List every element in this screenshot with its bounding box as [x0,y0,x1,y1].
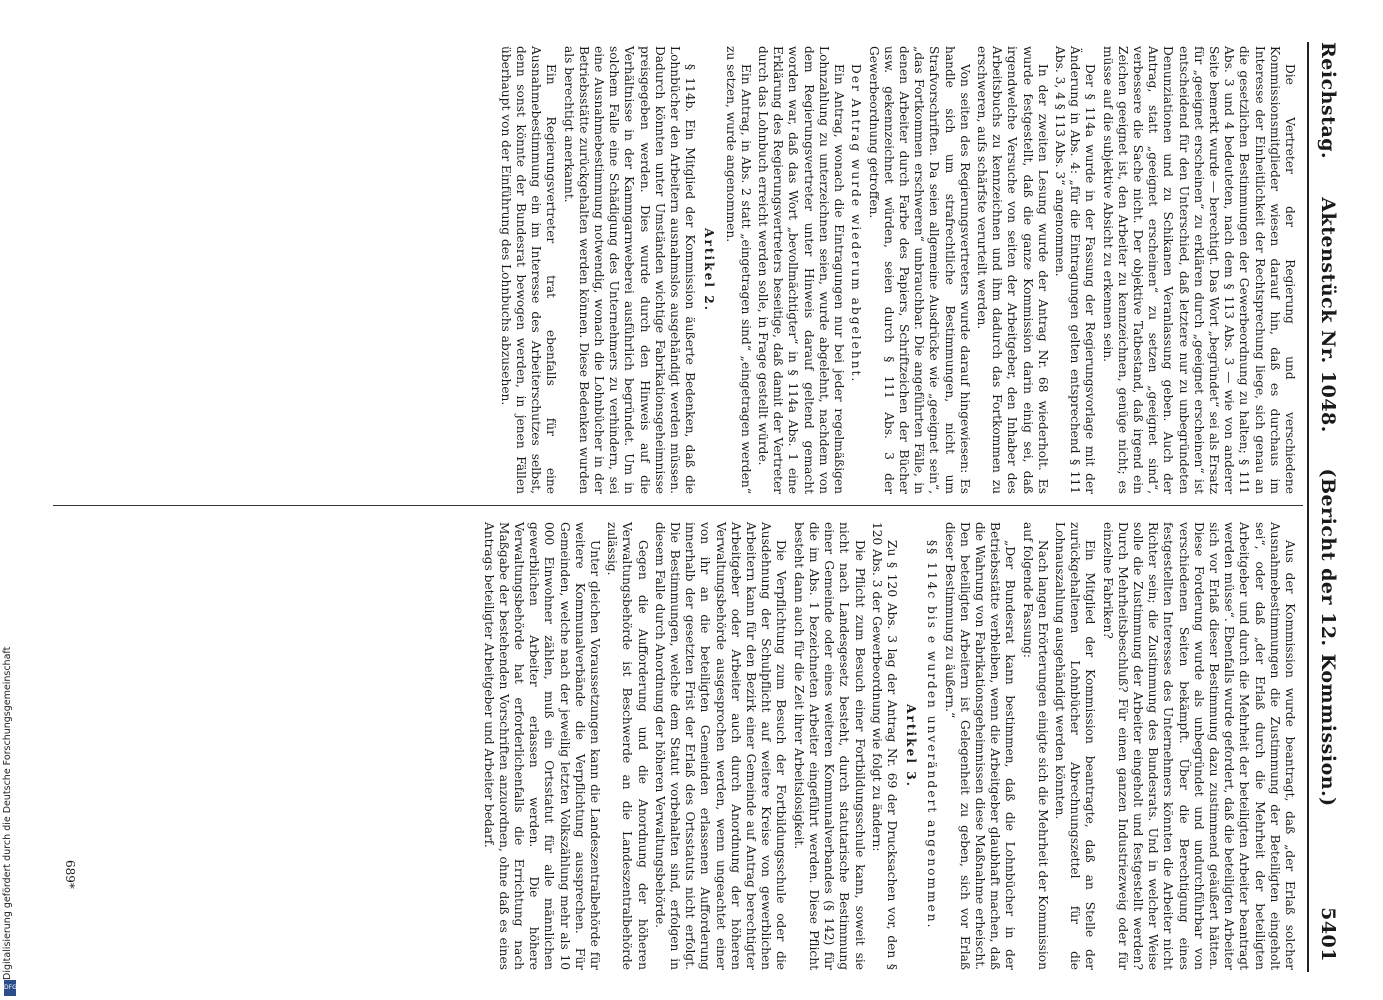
header-center-title: Aktenstück Nr. 1048. [1317,197,1339,433]
header-left-title: Reichstag. [1317,42,1339,160]
paragraph: Der Antrag wurde wiederum abgelehnt. [849,64,864,384]
digitization-credit: Digitalisierung gefördert durch die Deutsche Forschungsgemeinschaft [2,646,13,980]
paragraph: Die Pflicht zum Besuch einer Fortbildungsschule kann, soweit sie nicht nach Landesgesetz besteht, durch statutarische Bestimmung einer Gemeinde oder eines weiteren Kommunalverbandes (§ 142) für die im Abs. 1 bezeichneten Arbeiter eingeführt werden. Diese Pflicht besteht dann auch für die Zeit ihrer Arbeitslosigkeit. [791,522,867,970]
paragraph: Die Verpflichtung zum Besuch der Fortbildungsschule oder die Ausdehnung der Schulpflicht auf weitere Kreise von gewerblichen Arbeitern kann für den Bezirk einer Gemeinde auf Antrag berechtigter Arbeitgeber oder Arbeiter auch durch Anordnung der höheren Verwaltungsbehörde ausgesprochen werden, wenn ungeachtet einer von ihr an die beteiligten Gemeinden erlassenen Aufforderung innerhalb der gesetzten Frist der Erlaß des Ortsstatuts nicht erfolgt. Die Bestimmungen, welche dem Statut vorbehalten sind, erfolgen in diesem Falle durch Anordnung der höheren Verwaltungsbehörde. [652,522,789,970]
paragraph: Zu § 120 Abs. 3 lag der Antrag Nr. 69 der Drucksachen vor, den § 120 Abs. 3 der Gewerbeordnung wie folgt zu ändern: [869,522,899,970]
page-footer-mark: 689* [63,860,77,889]
paragraph: Ein Mitglied der Kommission beantragte, daß an Stelle der zurückgehaltenen Lohnbücher Abrechnungszettel für die Lohnauszahlung ausgehändigt werden könnten. [1052,522,1098,970]
paragraph: „Der Bundesrat kann bestimmen, daß die Lohnbücher in der Betriebsstätte verbleiben, wenn die Arbeitgeber glaubhaft machen, daß die Wahrung von Fabrikationsgeheimnissen diese Maßnahme erheischt. Den beteiligten Arbeitern ist Gelegenheit zu geben, sich vor Erlaß dieser Bestimmung zu äußern.“ [942,522,1018,970]
paragraph: Ein Regierungsvertreter trat ebenfalls für eine Ausnahmebestimmung ein im Interesse des Arbeiterschutzes selbst, denn sonst könnte der Bundesrat bewogen werden, in jenen Fällen überhaupt von der Einführung des Lohnbuchs abzusehen. [498,46,559,494]
paragraph: Die Vertreter der Regierung und verschiedene Kommissionsmitglieder wiesen darauf hin, daß es durchaus im Interesse der Einheitlichkeit der Rechtsprechung liege, sich genau an die gesetzlichen Bestimmungen der Gewerbeordnung zu halten; § 111 Abs. 3 und 4 bedeuteten, nach dem § 113 Abs. 3 — wie von anderer Seite bemerkt wurde — berechtigt. Das Wort „begründet“ sei als Ersatz für „geeignet erscheinen“ zu erklären durch „geeignet erscheinen“ ist entscheidend für den Unterschied, daß letztere nur zu unbegründeten Denunziationen und zu Schikanen Veranlassung geben. Auch der Antrag, statt „geeignet erscheinen“ zu setzen „geeignet sind“, verbessere die Sache nicht. Der objektive Tatbestand, daß irgend ein Zeichen geeignet ist, den Arbeiter zu kennzeichnen, genüge nicht; es müsse auf die subjektive Absicht zu erkennen sein. [1100,46,1297,494]
paragraph: In der zweiten Lesung wurde der Antrag Nr. 68 wiederholt. Es wurde festgestellt, daß die ganze Kommission darin einig sei, daß irgendwelche Versuche von seiten der Arbeitgeber, den Inhaber des Arbeitsbuchs zu kennzeichnen und ihm dadurch das Fortkommen zu erschweren, aufs schärfste verurteilt werden. [974,46,1050,494]
header-report-title: (Bericht der 12. Kommission.) [1317,468,1339,807]
left-column [496,46,1297,494]
article-heading: Artikel 3. [904,704,919,788]
header-rule [1307,42,1309,972]
right-column [478,522,1297,970]
column-divider [53,505,1303,506]
page-header [1311,42,1345,962]
paragraph: Ein Antrag, in Abs. 2 statt „eingetragen sind“ „eingetragen werden“ zu setzen, wurde angenommen. [723,46,753,494]
article-heading: Artikel 2. [702,228,717,312]
paragraph: Von seiten des Regierungsvertreters wurde darauf hingewiesen: Es handle sich um strafrechtliche Bestimmungen, nicht um Strafvorschriften. Da seien allgemeine Ausdrücke wie „geeignet sein“, „das Fortkommen erschweren“ unbrauchbar. Die angeführten Fälle, in denen Arbeiter durch Farbe des Papiers, Schriftzeichen der Bücher usw. gekennzeichnet würden, seien durch § 111 Abs. 3 der Gewerbeordnung getroffen. [866,46,972,494]
paragraph: § 114b. Ein Mitglied der Kommission äußerte Bedenken, daß die Lohnbücher den Arbeitern ausnahmslos ausgehändigt werden müssen. Dadurch könnten unter Umständen wichtige Fabrikationsgeheimnisse preisgegeben werden. Dies wurde durch den Hinweis auf die Verhältnisse in der Kammgarnweberei ausführlich begründet. Um in solchem Falle eine Schädigung des Unternehmers zu verhindern, sei eine Ausnahmebestimmung notwendig, wonach die Lohnbücher in der Betriebsstätte zurückgehalten werden können. Diese Bedenken wurden als berechtigt anerkannt. [561,46,698,494]
paragraph: Nach langen Erörterungen einigte sich die Mehrheit der Kommission auf folgende Fassung: [1020,522,1050,970]
paragraph: §§ 114c bis e wurden unverändert angenommen. [925,540,940,930]
dfg-logo-icon: DFG [4,980,16,996]
paragraph: Ein Antrag, wonach die Eintragungen nur bei jeder regelmäßigen Lohnzahlung zu unterzeichnen seien, wurde abgelehnt, nachdem von dem Regierungsvertreter unter Hinweis darauf geltend gemacht worden war, daß das Wort „bevollmächtigter“ in § 114a Abs. 1 eine Erklärung des Regierungsvertreters beseitige, daß damit der Vertreter durch das Lohnbuch erreicht werden solle, in Frage gestellt würde. [756,46,847,494]
header-page-number: 5401 [1317,907,1339,962]
paragraph: Unter gleichen Voraussetzungen kann die Landeszentralbehörde für weitere Kommunalverbände die Verpflichtung aussprechen. Für Gemeinden, welche nach der jeweilig letzten Volkszählung mehr als 10 000 Einwohner zählen, muß ein Ortsstatut für alle männlichen gewerblichen Arbeiter erlassen werden. Die höhere Verwaltungsbehörde hat erforderlichenfalls die Errichtung nach Maßgabe der bestehenden Vorschriften anzuordnen, ohne daß es eines Antrags beteiligter Arbeitgeber und Arbeiter bedarf. [481,522,603,970]
paragraph: Gegen die Aufforderung und die Anordnung der höheren Verwaltungsbehörde ist Beschwerde an die Landeszentralbehörde zulässig. [605,522,650,970]
paragraph: Der § 114a wurde in der Fassung der Regierungsvorlage mit der Änderung in Abs. 4: „für die Eintragungen gelten entsprechend § 111 Abs. 3, 4 § 113 Abs. 3“ angenommen. [1052,46,1098,494]
header-document-number [1317,42,1339,962]
digitization-sidebar [0,0,20,1000]
paragraph: Aus der Kommission wurde beantragt, daß „der Erlaß solcher Ausnahmebestimmungen die Zustimmung der Beteiligten eingeholt sei“, oder daß „der Erlaß durch die Mehrheit der beteiligten Arbeitgeber und durch die Mehrheit der beteiligten Arbeiter beantragt werden müsse“. Ebenfalls wurde gefordert, daß die beteiligten Arbeiter sich vor Erlaß dieser Bestimmung dazu zustimmend geäußert hätten. Diese Forderung wurde als unbegründet und undurchführbar von verschiedenen Seiten bekämpft. Über die Berechtigung eines festgestellten Interesses des Unternehmers könnten die Arbeiter nicht Richter sein; die Zustimmung des Bundesrats. Und in welcher Weise solle die Zustimmung der Arbeiter eingeholt und festgestellt werden? Durch Mehrheitsbeschluß? Für einen ganzen Industriezweig oder für einzelne Fabriken? [1100,522,1297,970]
